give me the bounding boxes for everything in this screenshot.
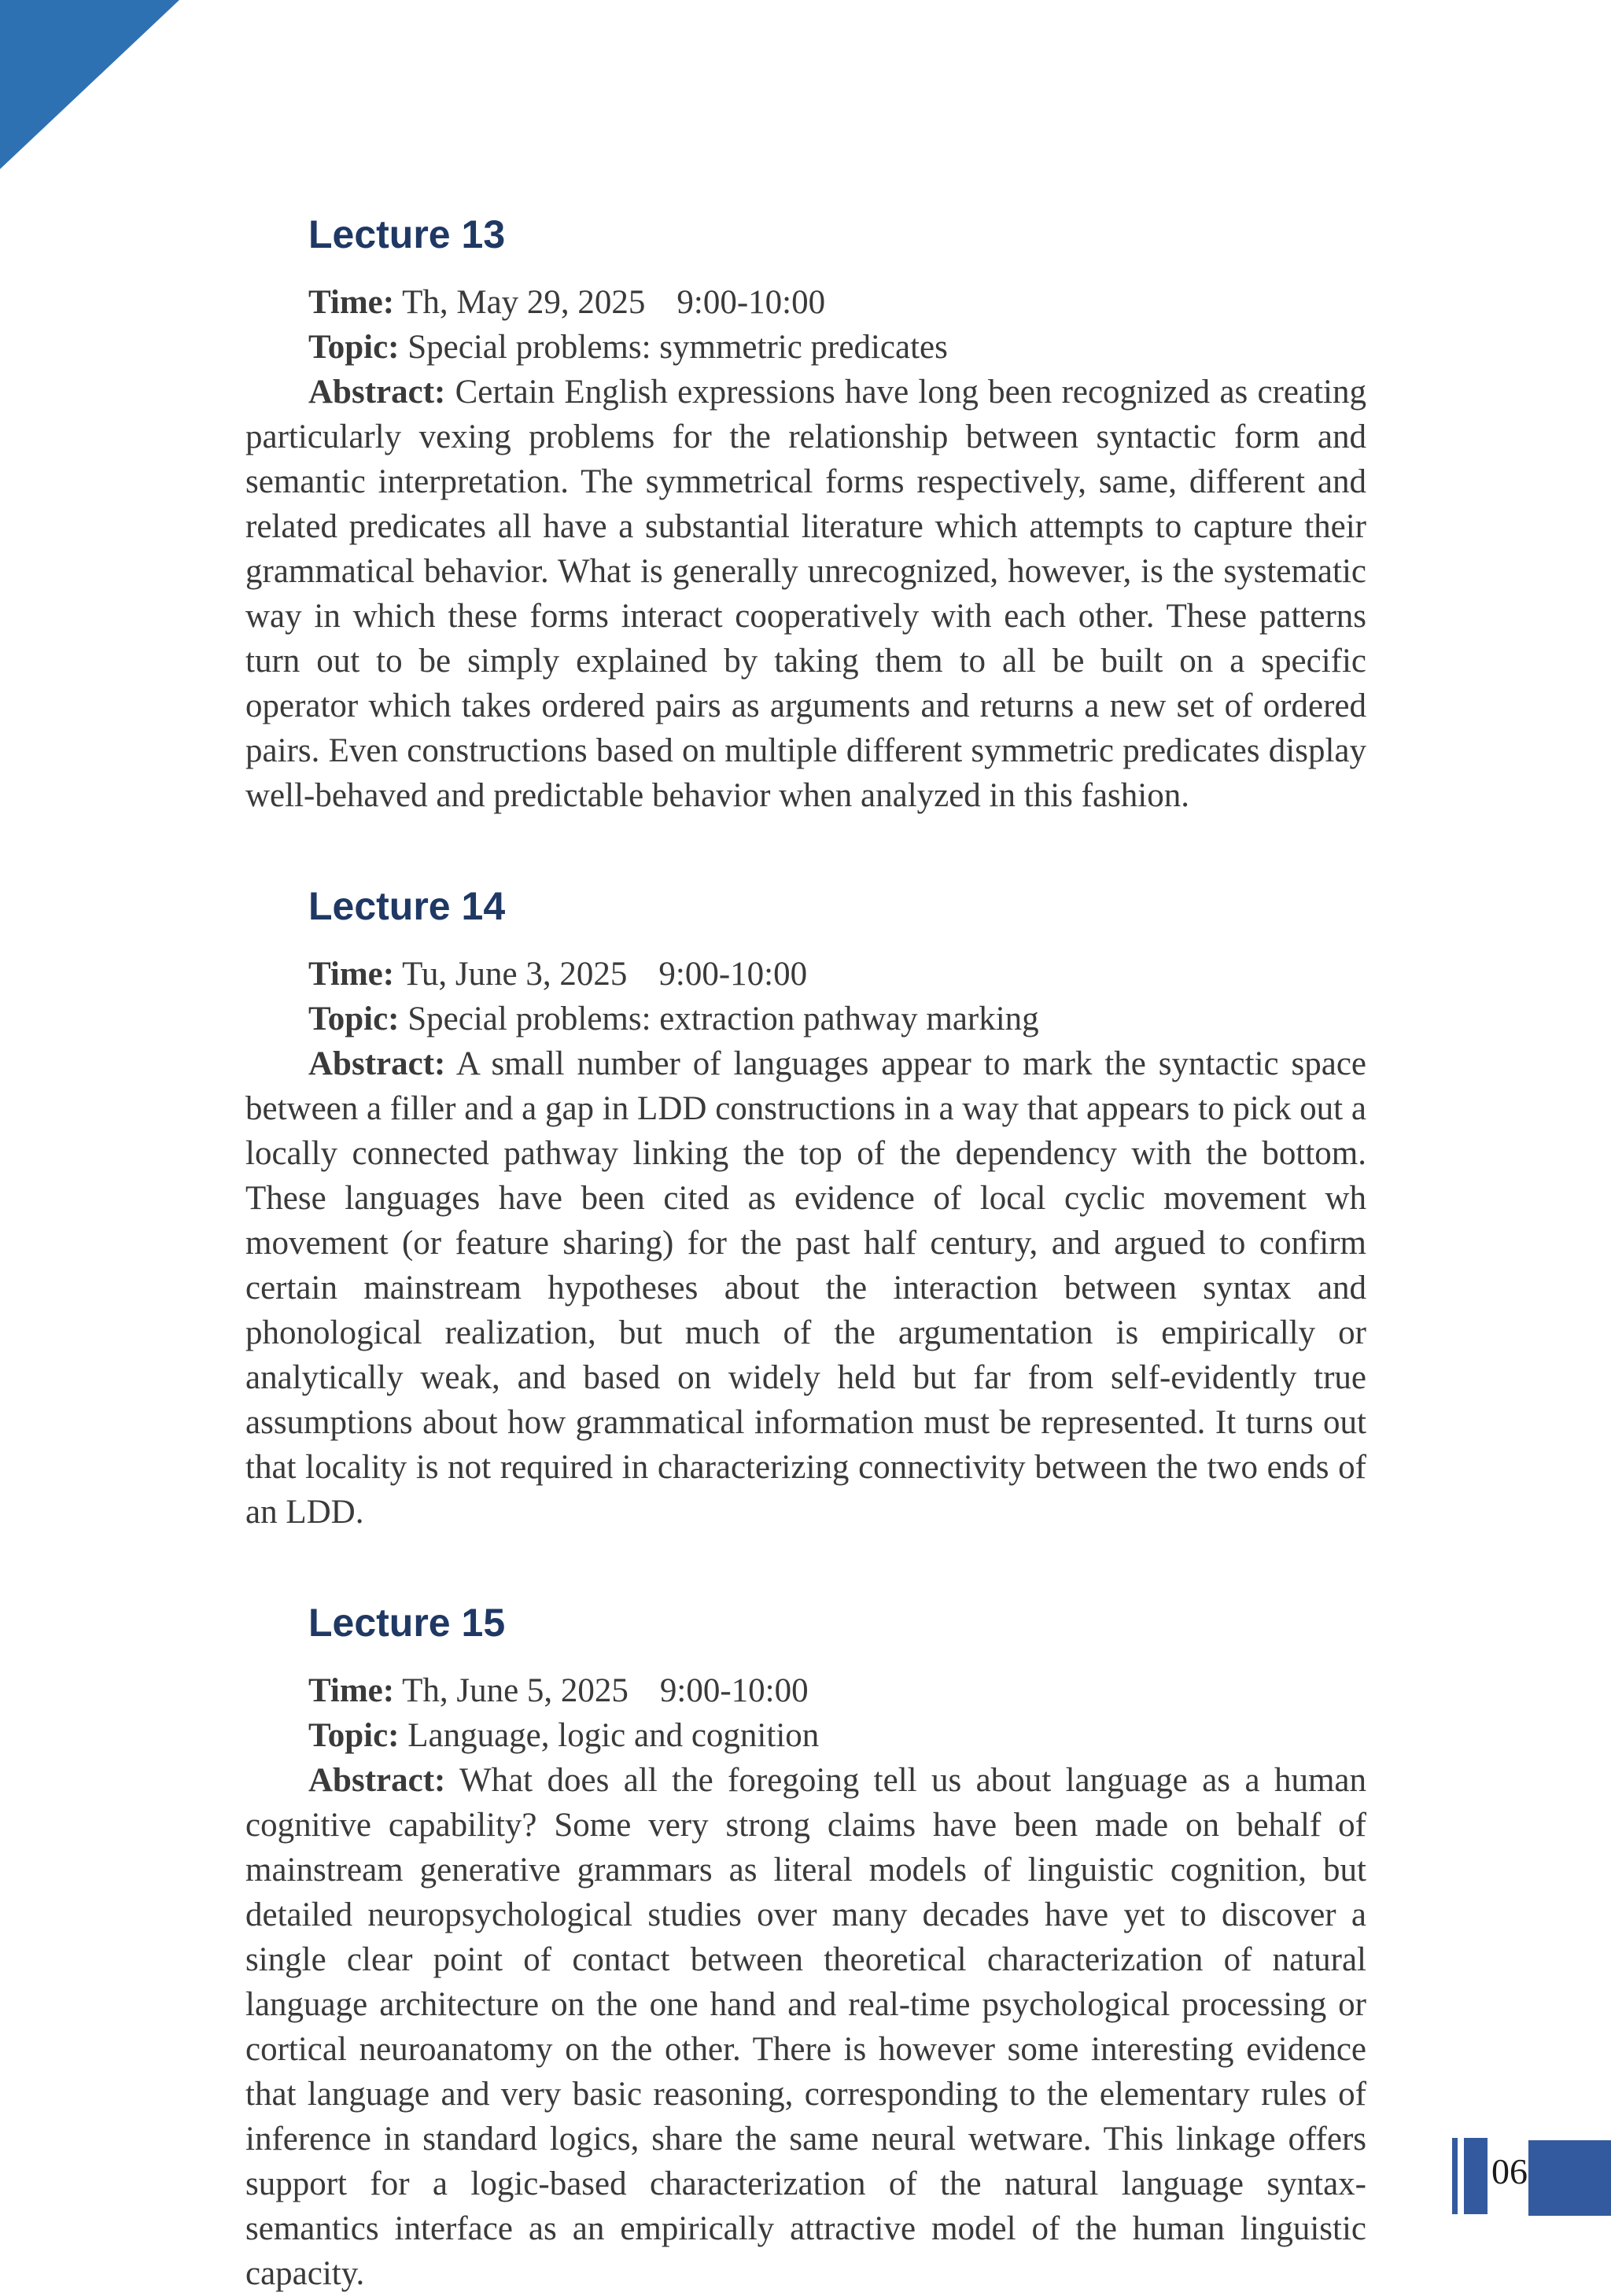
lecture-14-time-line: [245, 952, 1366, 997]
topic-text: Special problems: extraction pathway marking: [407, 1001, 1039, 1037]
topic-label: Topic:: [308, 1001, 400, 1037]
lecture-13-time-line: [245, 280, 1366, 325]
lecture-15-time-line: [245, 1668, 1366, 1713]
lecture-15-title: Lecture 15: [308, 1601, 506, 1645]
lecture-13-section: [245, 212, 1366, 818]
lecture-13-abstract: [245, 370, 1366, 818]
time-hours: 9:00-10:00: [676, 284, 826, 321]
abstract-label: Abstract:: [308, 374, 446, 411]
time-label: Time:: [308, 956, 395, 993]
lecture-14-abstract: [245, 1041, 1366, 1535]
time-label: Time:: [308, 1672, 395, 1709]
abstract-label: Abstract:: [308, 1762, 446, 1799]
time-date: Th, June 5, 2025: [402, 1672, 629, 1709]
time-label: Time:: [308, 284, 395, 321]
lecture-14-title: Lecture 14: [308, 884, 506, 928]
page-number: 06: [1491, 2151, 1528, 2191]
footer-accent-bar-wide: [1464, 2138, 1488, 2214]
abstract-label: Abstract:: [308, 1045, 446, 1082]
time-date: Tu, June 3, 2025: [402, 956, 628, 993]
lecture-15-topic-line: [245, 1713, 1366, 1758]
footer-accent-block: [1528, 2140, 1611, 2216]
time-hours: 9:00-10:00: [659, 1672, 809, 1709]
topic-label: Topic:: [308, 329, 400, 366]
lecture-14-section: [245, 884, 1366, 1535]
lecture-13-title: Lecture 13: [308, 212, 506, 256]
abstract-text: Certain English expressions have long been recognized as creating particularly vexing problems for the relationship between syntactic form and semantic interpretation. The symmetrical forms respectively, same, different and related predicates all have a substantial literature which attempts to capture their grammatical behavior. What is generally unrecognized, however, is the systematic way in which these forms interact cooperatively with each other. These patterns turn out to be simply explained by taking them to all be built on a specific operator which takes ordered pairs as arguments and returns a new set of ordered pairs. Even constructions based on multiple different symmetric predicates display well-behaved and predictable behavior when analyzed in this fashion.: [245, 374, 1366, 814]
topic-text: Language, logic and cognition: [407, 1717, 820, 1754]
time-hours: 9:00-10:00: [658, 956, 808, 993]
lecture-program-page: [245, 212, 1366, 2296]
lecture-15-abstract: [245, 1758, 1366, 2296]
lecture-15-section: [245, 1601, 1366, 2296]
lecture-14-topic-line: [245, 997, 1366, 1041]
time-date: Th, May 29, 2025: [402, 284, 646, 321]
footer-accent-bar-thin: [1452, 2138, 1458, 2214]
abstract-text: A small number of languages appear to mark the syntactic space between a filler and a gap in LDD constructions in a way that appears to pick out a locally connected pathway linking the top of the dependency with the bottom. These languages have been cited as evidence of local cyclic movement wh movement (or feature sharing) for the past half century, and argued to confirm certain mainstream hypotheses about the interaction between syntax and phonological realization, but much of the argumentation is empirically or analytically weak, and based on widely held but far from self-evidently true assumptions about how grammatical information must be represented. It turns out that locality is not required in characterizing connectivity between the two ends of an LDD.: [245, 1045, 1366, 1531]
topic-label: Topic:: [308, 1717, 400, 1754]
topic-text: Special problems: symmetric predicates: [407, 329, 948, 366]
lecture-13-topic-line: [245, 325, 1366, 370]
abstract-text: What does all the foregoing tell us about language as a human cognitive capability? Some very strong claims have been made on behalf of mainstream generative grammars as literal models of linguistic cognition, but detailed neuropsychological studies over many decades have yet to discover a single clear point of contact between theoretical characterization of natural language architecture on the one hand and real-time psychological processing or cortical neuroanatomy on the other. There is however some interesting evidence that language and very basic reasoning, corresponding to the elementary rules of inference in standard logics, share the same neural wetware. This linkage offers support for a logic-based characterization of the natural language syntax-semantics interface as an empirically attractive model of the human linguistic capacity.: [245, 1762, 1366, 2292]
corner-accent-triangle: [0, 0, 179, 169]
